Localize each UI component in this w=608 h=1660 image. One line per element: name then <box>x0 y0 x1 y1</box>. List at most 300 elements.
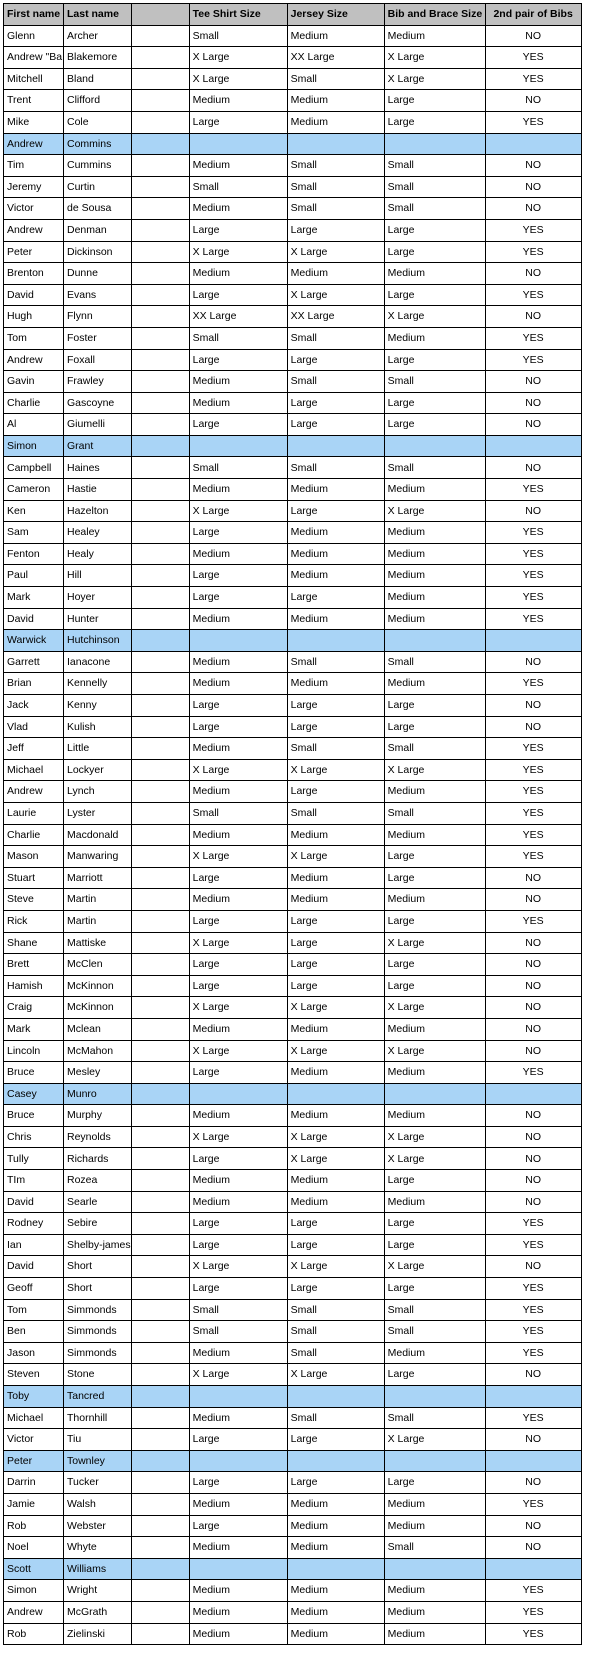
cell-jersey-size: Medium <box>287 543 384 565</box>
cell-blank <box>131 1342 189 1364</box>
cell-second-pair-of-bibs: YES <box>485 1580 581 1602</box>
cell-first-name: Mark <box>4 1018 64 1040</box>
cell-first-name: Andrew <box>4 349 64 371</box>
cell-second-pair-of-bibs: YES <box>485 738 581 760</box>
cell-bib-and-brace-size: Large <box>384 1472 485 1494</box>
table-row <box>4 479 582 501</box>
cell-jersey-size: X Large <box>287 1040 384 1062</box>
cell-jersey-size: Small <box>287 155 384 177</box>
cell-jersey-size: Medium <box>287 1580 384 1602</box>
cell-bib-and-brace-size: Medium <box>384 479 485 501</box>
cell-blank <box>131 1213 189 1235</box>
cell-second-pair-of-bibs: YES <box>485 68 581 90</box>
cell-first-name: Geoff <box>4 1278 64 1300</box>
cell-tee-shirt-size: X Large <box>189 47 287 69</box>
cell-tee-shirt-size: X Large <box>189 932 287 954</box>
cell-tee-shirt-size: Medium <box>189 608 287 630</box>
cell-bib-and-brace-size: Large <box>384 241 485 263</box>
cell-last-name: Kennelly <box>64 673 132 695</box>
cell-tee-shirt-size: Large <box>189 219 287 241</box>
cell-bib-and-brace-size: Medium <box>384 1018 485 1040</box>
cell-blank <box>131 781 189 803</box>
cell-first-name: Campbell <box>4 457 64 479</box>
header-bib-and-brace-size: Bib and Brace Size <box>384 4 485 26</box>
cell-blank <box>131 1407 189 1429</box>
cell-bib-and-brace-size: Medium <box>384 1105 485 1127</box>
cell-last-name: Blakemore <box>64 47 132 69</box>
cell-first-name: Hugh <box>4 306 64 328</box>
table-row <box>4 608 582 630</box>
cell-jersey-size: Medium <box>287 1623 384 1645</box>
cell-tee-shirt-size <box>189 1450 287 1472</box>
cell-last-name: Macdonald <box>64 824 132 846</box>
cell-first-name: Warwick <box>4 630 64 652</box>
cell-tee-shirt-size: Large <box>189 111 287 133</box>
cell-bib-and-brace-size: X Large <box>384 1429 485 1451</box>
cell-bib-and-brace-size: Large <box>384 284 485 306</box>
cell-jersey-size: Medium <box>287 1601 384 1623</box>
cell-jersey-size: Large <box>287 1472 384 1494</box>
table-row <box>4 241 582 263</box>
cell-bib-and-brace-size: X Large <box>384 306 485 328</box>
cell-second-pair-of-bibs: YES <box>485 1213 581 1235</box>
cell-tee-shirt-size: Large <box>189 1213 287 1235</box>
cell-second-pair-of-bibs: NO <box>485 392 581 414</box>
cell-tee-shirt-size: Large <box>189 284 287 306</box>
cell-first-name: Andrew <box>4 219 64 241</box>
cell-bib-and-brace-size: Medium <box>384 1493 485 1515</box>
cell-first-name: Peter <box>4 241 64 263</box>
cell-second-pair-of-bibs: YES <box>485 543 581 565</box>
cell-jersey-size: Large <box>287 1429 384 1451</box>
cell-second-pair-of-bibs <box>485 1083 581 1105</box>
cell-jersey-size: Large <box>287 695 384 717</box>
cell-bib-and-brace-size <box>384 630 485 652</box>
cell-last-name: Dunne <box>64 263 132 285</box>
cell-jersey-size: Large <box>287 1234 384 1256</box>
cell-jersey-size: Medium <box>287 673 384 695</box>
table-row <box>4 1105 582 1127</box>
cell-jersey-size: Small <box>287 738 384 760</box>
cell-second-pair-of-bibs: NO <box>485 1018 581 1040</box>
cell-jersey-size: Medium <box>287 263 384 285</box>
cell-last-name: Foster <box>64 327 132 349</box>
cell-tee-shirt-size: Medium <box>189 781 287 803</box>
cell-jersey-size <box>287 435 384 457</box>
cell-jersey-size: Medium <box>287 1062 384 1084</box>
cell-jersey-size <box>287 1558 384 1580</box>
cell-bib-and-brace-size: Small <box>384 802 485 824</box>
table-row <box>4 867 582 889</box>
cell-last-name: Williams <box>64 1558 132 1580</box>
cell-tee-shirt-size: Medium <box>189 479 287 501</box>
cell-jersey-size: Medium <box>287 889 384 911</box>
cell-jersey-size: Large <box>287 910 384 932</box>
cell-last-name: Dickinson <box>64 241 132 263</box>
table-row <box>4 932 582 954</box>
cell-first-name: Shane <box>4 932 64 954</box>
table-row <box>4 824 582 846</box>
cell-first-name: Tully <box>4 1148 64 1170</box>
table-row <box>4 68 582 90</box>
table-row <box>4 1515 582 1537</box>
cell-tee-shirt-size: Large <box>189 1234 287 1256</box>
cell-tee-shirt-size: Large <box>189 954 287 976</box>
cell-jersey-size: Small <box>287 1299 384 1321</box>
table-row <box>4 1018 582 1040</box>
cell-last-name: Martin <box>64 910 132 932</box>
cell-blank <box>131 1580 189 1602</box>
cell-second-pair-of-bibs: YES <box>485 608 581 630</box>
table-row <box>4 802 582 824</box>
cell-first-name: Tom <box>4 327 64 349</box>
cell-second-pair-of-bibs: YES <box>485 1234 581 1256</box>
cell-bib-and-brace-size: Small <box>384 457 485 479</box>
cell-first-name: Jamie <box>4 1493 64 1515</box>
cell-second-pair-of-bibs: NO <box>485 1256 581 1278</box>
cell-last-name: Hill <box>64 565 132 587</box>
cell-tee-shirt-size <box>189 1386 287 1408</box>
cell-first-name: Brett <box>4 954 64 976</box>
cell-bib-and-brace-size <box>384 1558 485 1580</box>
cell-second-pair-of-bibs: NO <box>485 176 581 198</box>
cell-second-pair-of-bibs: YES <box>485 479 581 501</box>
cell-tee-shirt-size: Medium <box>189 1407 287 1429</box>
cell-second-pair-of-bibs: NO <box>485 1126 581 1148</box>
table-row <box>4 219 582 241</box>
cell-second-pair-of-bibs: NO <box>485 155 581 177</box>
cell-blank <box>131 1191 189 1213</box>
cell-blank <box>131 759 189 781</box>
cell-second-pair-of-bibs: YES <box>485 673 581 695</box>
cell-blank <box>131 155 189 177</box>
cell-bib-and-brace-size: Medium <box>384 608 485 630</box>
cell-last-name: Ianacone <box>64 651 132 673</box>
cell-last-name: McClen <box>64 954 132 976</box>
cell-tee-shirt-size: Medium <box>189 889 287 911</box>
cell-blank <box>131 997 189 1019</box>
cell-tee-shirt-size: Large <box>189 1429 287 1451</box>
table-row <box>4 176 582 198</box>
table-row <box>4 651 582 673</box>
table-row <box>4 695 582 717</box>
cell-second-pair-of-bibs <box>485 630 581 652</box>
cell-jersey-size: Medium <box>287 867 384 889</box>
cell-tee-shirt-size: Medium <box>189 1105 287 1127</box>
cell-blank <box>131 1364 189 1386</box>
cell-second-pair-of-bibs: NO <box>485 997 581 1019</box>
cell-second-pair-of-bibs: YES <box>485 47 581 69</box>
table-row <box>4 781 582 803</box>
cell-bib-and-brace-size: Large <box>384 111 485 133</box>
table-row <box>4 759 582 781</box>
cell-jersey-size: Large <box>287 500 384 522</box>
cell-blank <box>131 1515 189 1537</box>
cell-first-name: Brenton <box>4 263 64 285</box>
cell-last-name: Short <box>64 1256 132 1278</box>
table-row <box>4 90 582 112</box>
cell-jersey-size: Small <box>287 1321 384 1343</box>
cell-bib-and-brace-size: Medium <box>384 25 485 47</box>
cell-bib-and-brace-size: Medium <box>384 781 485 803</box>
cell-first-name: Brian <box>4 673 64 695</box>
table-row <box>4 738 582 760</box>
header-jersey-size: Jersey Size <box>287 4 384 26</box>
cell-last-name: Short <box>64 1278 132 1300</box>
cell-first-name: Mark <box>4 587 64 609</box>
cell-bib-and-brace-size: Medium <box>384 673 485 695</box>
table-row <box>4 414 582 436</box>
table-row <box>4 500 582 522</box>
cell-last-name: Gascoyne <box>64 392 132 414</box>
cell-tee-shirt-size: Medium <box>189 90 287 112</box>
cell-blank <box>131 306 189 328</box>
header-second-pair-of-bibs: 2nd pair of Bibs <box>485 4 581 26</box>
cell-first-name: Casey <box>4 1083 64 1105</box>
cell-jersey-size: X Large <box>287 241 384 263</box>
cell-tee-shirt-size: Large <box>189 565 287 587</box>
cell-bib-and-brace-size: Medium <box>384 1062 485 1084</box>
cell-blank <box>131 522 189 544</box>
cell-last-name: Denman <box>64 219 132 241</box>
table-row <box>4 846 582 868</box>
cell-jersey-size: Large <box>287 716 384 738</box>
cell-last-name: Flynn <box>64 306 132 328</box>
table-row <box>4 1040 582 1062</box>
cell-last-name: Bland <box>64 68 132 90</box>
cell-blank <box>131 1321 189 1343</box>
cell-bib-and-brace-size <box>384 1450 485 1472</box>
cell-blank <box>131 349 189 371</box>
cell-second-pair-of-bibs <box>485 133 581 155</box>
cell-bib-and-brace-size: Medium <box>384 889 485 911</box>
cell-bib-and-brace-size: Large <box>384 90 485 112</box>
cell-second-pair-of-bibs: NO <box>485 1191 581 1213</box>
cell-last-name: Foxall <box>64 349 132 371</box>
header-tee-shirt-size: Tee Shirt Size <box>189 4 287 26</box>
cell-first-name: Rob <box>4 1623 64 1645</box>
table-row <box>4 1191 582 1213</box>
cell-last-name: Walsh <box>64 1493 132 1515</box>
cell-blank <box>131 1148 189 1170</box>
cell-jersey-size: X Large <box>287 1256 384 1278</box>
cell-blank <box>131 1429 189 1451</box>
cell-tee-shirt-size: Medium <box>189 824 287 846</box>
cell-jersey-size: Medium <box>287 824 384 846</box>
cell-jersey-size: Medium <box>287 1170 384 1192</box>
cell-bib-and-brace-size: Large <box>384 1278 485 1300</box>
cell-jersey-size: Medium <box>287 1105 384 1127</box>
cell-jersey-size: Large <box>287 932 384 954</box>
cell-first-name: Jeremy <box>4 176 64 198</box>
cell-jersey-size: XX Large <box>287 47 384 69</box>
cell-blank <box>131 867 189 889</box>
cell-blank <box>131 910 189 932</box>
cell-second-pair-of-bibs: NO <box>485 25 581 47</box>
cell-tee-shirt-size <box>189 435 287 457</box>
cell-bib-and-brace-size: Medium <box>384 543 485 565</box>
cell-jersey-size: Large <box>287 392 384 414</box>
cell-last-name: Simmonds <box>64 1299 132 1321</box>
cell-last-name: Simmonds <box>64 1321 132 1343</box>
cell-first-name: Trent <box>4 90 64 112</box>
cell-tee-shirt-size: Medium <box>189 1342 287 1364</box>
cell-first-name: Bruce <box>4 1062 64 1084</box>
cell-bib-and-brace-size: Small <box>384 176 485 198</box>
cell-blank <box>131 435 189 457</box>
cell-bib-and-brace-size: Large <box>384 392 485 414</box>
cell-bib-and-brace-size: Small <box>384 1407 485 1429</box>
cell-jersey-size: Large <box>287 219 384 241</box>
cell-tee-shirt-size: Small <box>189 25 287 47</box>
cell-jersey-size: X Large <box>287 284 384 306</box>
cell-tee-shirt-size: Medium <box>189 1170 287 1192</box>
cell-last-name: Martin <box>64 889 132 911</box>
cell-tee-shirt-size: Small <box>189 327 287 349</box>
cell-bib-and-brace-size: Medium <box>384 1623 485 1645</box>
table-row <box>4 1386 582 1408</box>
table-row <box>4 263 582 285</box>
cell-tee-shirt-size: Small <box>189 802 287 824</box>
cell-tee-shirt-size: Large <box>189 975 287 997</box>
cell-last-name: Tiu <box>64 1429 132 1451</box>
cell-second-pair-of-bibs: NO <box>485 306 581 328</box>
cell-second-pair-of-bibs: YES <box>485 1601 581 1623</box>
cell-jersey-size: Small <box>287 802 384 824</box>
cell-blank <box>131 1450 189 1472</box>
cell-last-name: Murphy <box>64 1105 132 1127</box>
cell-last-name: Little <box>64 738 132 760</box>
cell-last-name: Wright <box>64 1580 132 1602</box>
cell-first-name: Al <box>4 414 64 436</box>
cell-first-name: Andrew <box>4 133 64 155</box>
cell-jersey-size: Large <box>287 1213 384 1235</box>
cell-second-pair-of-bibs: NO <box>485 457 581 479</box>
header-last-name: Last name <box>64 4 132 26</box>
cell-jersey-size: Small <box>287 371 384 393</box>
cell-tee-shirt-size: Medium <box>189 1018 287 1040</box>
cell-bib-and-brace-size: Small <box>384 198 485 220</box>
cell-jersey-size: Medium <box>287 1191 384 1213</box>
cell-first-name: Rick <box>4 910 64 932</box>
cell-bib-and-brace-size: X Large <box>384 759 485 781</box>
cell-second-pair-of-bibs: YES <box>485 1278 581 1300</box>
cell-last-name: Grant <box>64 435 132 457</box>
cell-second-pair-of-bibs: NO <box>485 1364 581 1386</box>
cell-first-name: Craig <box>4 997 64 1019</box>
cell-first-name: Chris <box>4 1126 64 1148</box>
cell-tee-shirt-size: X Large <box>189 1126 287 1148</box>
cell-second-pair-of-bibs: NO <box>485 414 581 436</box>
cell-bib-and-brace-size: Medium <box>384 1580 485 1602</box>
table-row <box>4 306 582 328</box>
cell-last-name: Marriott <box>64 867 132 889</box>
cell-tee-shirt-size: Medium <box>189 155 287 177</box>
cell-blank <box>131 695 189 717</box>
cell-first-name: Rob <box>4 1515 64 1537</box>
cell-last-name: Hastie <box>64 479 132 501</box>
cell-first-name: Ken <box>4 500 64 522</box>
cell-jersey-size: Medium <box>287 111 384 133</box>
cell-last-name: Lyster <box>64 802 132 824</box>
cell-tee-shirt-size: Medium <box>189 392 287 414</box>
cell-blank <box>131 479 189 501</box>
cell-first-name: Toby <box>4 1386 64 1408</box>
cell-jersey-size: Large <box>287 349 384 371</box>
cell-blank <box>131 846 189 868</box>
cell-bib-and-brace-size: X Large <box>384 47 485 69</box>
table-row <box>4 111 582 133</box>
cell-last-name: McKinnon <box>64 997 132 1019</box>
cell-tee-shirt-size: Medium <box>189 1537 287 1559</box>
cell-second-pair-of-bibs: NO <box>485 1429 581 1451</box>
cell-jersey-size: Small <box>287 457 384 479</box>
table-row <box>4 522 582 544</box>
cell-bib-and-brace-size: Small <box>384 1299 485 1321</box>
table-row <box>4 1364 582 1386</box>
cell-tee-shirt-size: Large <box>189 1148 287 1170</box>
cell-last-name: McGrath <box>64 1601 132 1623</box>
cell-bib-and-brace-size: Large <box>384 1170 485 1192</box>
cell-blank <box>131 1170 189 1192</box>
cell-blank <box>131 47 189 69</box>
cell-second-pair-of-bibs: NO <box>485 975 581 997</box>
cell-bib-and-brace-size: Medium <box>384 824 485 846</box>
cell-tee-shirt-size: XX Large <box>189 306 287 328</box>
cell-blank <box>131 68 189 90</box>
cell-last-name: Kenny <box>64 695 132 717</box>
cell-jersey-size: Large <box>287 975 384 997</box>
table-row <box>4 975 582 997</box>
table-row <box>4 284 582 306</box>
cell-tee-shirt-size: X Large <box>189 500 287 522</box>
cell-blank <box>131 25 189 47</box>
table-row <box>4 327 582 349</box>
cell-blank <box>131 1472 189 1494</box>
cell-second-pair-of-bibs: NO <box>485 932 581 954</box>
table-row <box>4 457 582 479</box>
cell-last-name: Richards <box>64 1148 132 1170</box>
table-row <box>4 133 582 155</box>
cell-jersey-size: Medium <box>287 522 384 544</box>
cell-bib-and-brace-size: Medium <box>384 263 485 285</box>
table-row <box>4 1558 582 1580</box>
cell-first-name: Cameron <box>4 479 64 501</box>
header-blank <box>131 4 189 26</box>
cell-second-pair-of-bibs <box>485 1558 581 1580</box>
cell-last-name: de Sousa <box>64 198 132 220</box>
cell-bib-and-brace-size: Large <box>384 219 485 241</box>
cell-jersey-size: Medium <box>287 565 384 587</box>
cell-last-name: Simmonds <box>64 1342 132 1364</box>
cell-first-name: Andrew "Ba <box>4 47 64 69</box>
cell-second-pair-of-bibs: YES <box>485 565 581 587</box>
cell-jersey-size: X Large <box>287 846 384 868</box>
cell-jersey-size: X Large <box>287 1126 384 1148</box>
cell-tee-shirt-size: Small <box>189 1299 287 1321</box>
cell-tee-shirt-size: Large <box>189 910 287 932</box>
cell-last-name: Hutchinson <box>64 630 132 652</box>
cell-jersey-size: Small <box>287 198 384 220</box>
table-row <box>4 1126 582 1148</box>
cell-second-pair-of-bibs: YES <box>485 111 581 133</box>
cell-second-pair-of-bibs: YES <box>485 241 581 263</box>
cell-jersey-size: Large <box>287 1278 384 1300</box>
cell-jersey-size: Small <box>287 68 384 90</box>
cell-second-pair-of-bibs: YES <box>485 759 581 781</box>
table-row <box>4 1601 582 1623</box>
cell-bib-and-brace-size: Large <box>384 867 485 889</box>
